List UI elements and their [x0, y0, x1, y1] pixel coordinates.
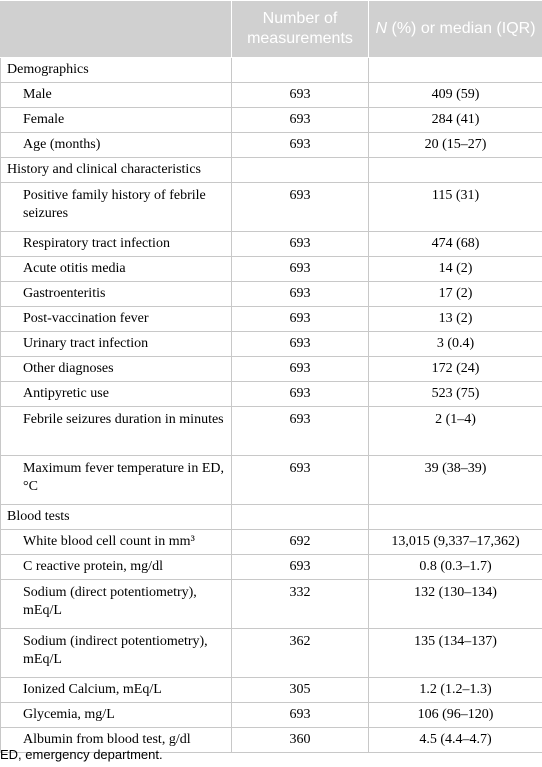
table-row	[1, 232, 542, 257]
row-measurements: 693	[232, 407, 369, 456]
header-n: N	[375, 20, 388, 37]
row-value: 3 (0.4)	[369, 332, 542, 357]
row-value: 2 (1–4)	[369, 407, 542, 456]
row-measurements: 332	[232, 580, 369, 629]
row-label: Sodium (direct potentiometry), mEq/L	[1, 580, 232, 629]
row-value: 14 (2)	[369, 257, 542, 282]
section-blank	[232, 505, 369, 530]
row-value: 20 (15–27)	[369, 133, 542, 158]
row-measurements: 692	[232, 530, 369, 555]
table-row	[1, 332, 542, 357]
row-label: Urinary tract infection	[1, 332, 232, 357]
header-value-rest: (%) or median (IQR)	[387, 20, 536, 37]
row-label: Other diagnoses	[1, 357, 232, 382]
section-title: History and clinical characteristics	[1, 158, 232, 183]
row-label: White blood cell count in mm³	[1, 530, 232, 555]
row-measurements: 693	[232, 555, 369, 580]
row-value: 4.5 (4.4–4.7)	[369, 728, 542, 753]
row-measurements: 305	[232, 678, 369, 703]
row-measurements: 693	[232, 83, 369, 108]
row-value: 1.2 (1.2–1.3)	[369, 678, 542, 703]
row-label: Gastroenteritis	[1, 282, 232, 307]
row-measurements: 693	[232, 456, 369, 505]
row-measurements: 693	[232, 232, 369, 257]
row-label: C reactive protein, mg/dl	[1, 555, 232, 580]
section-blank	[369, 158, 542, 183]
row-measurements: 693	[232, 282, 369, 307]
section-blank	[232, 158, 369, 183]
row-label: Antipyretic use	[1, 382, 232, 407]
row-label: Male	[1, 83, 232, 108]
row-measurements: 360	[232, 728, 369, 753]
table-row	[1, 307, 542, 332]
row-label: Post-vaccination fever	[1, 307, 232, 332]
table-row	[1, 357, 542, 382]
row-measurements: 693	[232, 307, 369, 332]
table-row	[1, 530, 542, 555]
section-row	[1, 505, 542, 530]
table-row	[1, 555, 542, 580]
footnote: ED, emergency department.	[0, 747, 163, 762]
row-value: 132 (130–134)	[369, 580, 542, 629]
section-blank	[369, 505, 542, 530]
header-value	[369, 1, 542, 58]
table-row	[1, 108, 542, 133]
table-row	[1, 257, 542, 282]
row-label: Maximum fever temperature in ED, °C	[1, 456, 232, 505]
table-row	[1, 133, 542, 158]
row-value: 115 (31)	[369, 183, 542, 232]
row-value: 13 (2)	[369, 307, 542, 332]
row-value: 523 (75)	[369, 382, 542, 407]
header-measurements: Number of measurements	[232, 1, 369, 58]
table-row	[1, 282, 542, 307]
table-row	[1, 456, 542, 505]
row-label: Age (months)	[1, 133, 232, 158]
table-row	[1, 83, 542, 108]
row-value: 39 (38–39)	[369, 456, 542, 505]
row-label: Glycemia, mg/L	[1, 703, 232, 728]
header-blank	[1, 1, 232, 58]
row-label: Positive family history of febrile seizures	[1, 183, 232, 232]
row-label: Sodium (indirect potentiometry), mEq/L	[1, 629, 232, 678]
section-row	[1, 58, 542, 83]
table-row	[1, 407, 542, 456]
row-measurements: 362	[232, 629, 369, 678]
row-label: Respiratory tract infection	[1, 232, 232, 257]
row-label: Ionized Calcium, mEq/L	[1, 678, 232, 703]
row-measurements: 693	[232, 357, 369, 382]
table-row	[1, 629, 542, 678]
row-measurements: 693	[232, 257, 369, 282]
row-value: 409 (59)	[369, 83, 542, 108]
row-measurements: 693	[232, 382, 369, 407]
row-label: Albumin from blood test, g/dl	[1, 728, 232, 753]
table-row	[1, 183, 542, 232]
row-label: Acute otitis media	[1, 257, 232, 282]
section-title: Demographics	[1, 58, 232, 83]
row-value: 106 (96–120)	[369, 703, 542, 728]
row-label: Febrile seizures duration in minutes	[1, 407, 232, 456]
row-measurements: 693	[232, 108, 369, 133]
row-value: 13,015 (9,337–17,362)	[369, 530, 542, 555]
table-row	[1, 580, 542, 629]
table-row	[1, 703, 542, 728]
header-row	[1, 1, 542, 58]
row-measurements: 693	[232, 332, 369, 357]
row-measurements: 693	[232, 133, 369, 158]
row-measurements: 693	[232, 703, 369, 728]
row-value: 17 (2)	[369, 282, 542, 307]
row-value: 0.8 (0.3–1.7)	[369, 555, 542, 580]
section-title: Blood tests	[1, 505, 232, 530]
row-value: 474 (68)	[369, 232, 542, 257]
section-blank	[369, 58, 542, 83]
section-row	[1, 158, 542, 183]
row-value: 135 (134–137)	[369, 629, 542, 678]
row-value: 284 (41)	[369, 108, 542, 133]
table-body	[1, 58, 542, 753]
table-row	[1, 382, 542, 407]
row-value: 172 (24)	[369, 357, 542, 382]
table-row	[1, 678, 542, 703]
row-label: Female	[1, 108, 232, 133]
section-blank	[232, 58, 369, 83]
row-measurements: 693	[232, 183, 369, 232]
